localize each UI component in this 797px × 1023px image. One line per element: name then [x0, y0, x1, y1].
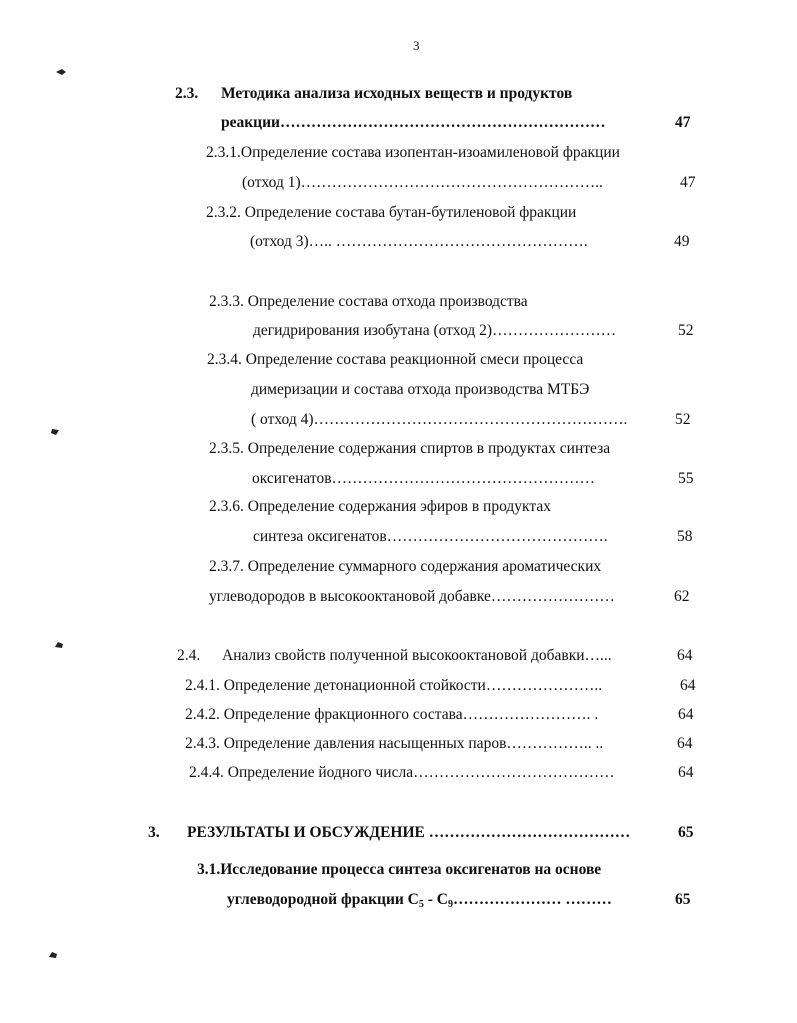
toc-entry-2-3-1-page: 47	[680, 174, 696, 191]
toc-entry-2-3-2-cont: (отход 3)….. ………………………………………….	[250, 233, 588, 250]
toc-entry-2-4-2-title: 2.4.2. Определение фракционного состава……………………. .	[185, 706, 599, 723]
toc-entry-2-3-4-title: 2.3.4. Определение состава реакционной смеси процесса	[207, 351, 584, 368]
toc-entry-2-3-7-cont: углеводородов в высокооктановой добавке……………………	[209, 588, 615, 605]
toc-entry-2-3-1-title: 2.3.1.Определение состава изопентан-изоамиленовой фракции	[206, 144, 620, 161]
toc-entry-3-1-dots: ………………… ………	[452, 891, 612, 908]
toc-entry-2-3-7-page: 62	[674, 588, 690, 605]
toc-entry-2-4-title: Анализ свойств полученной высокооктановой добавки…...	[222, 647, 612, 664]
toc-entry-2-4-4-page: 64	[678, 764, 694, 781]
toc-entry-2-3-title: Методика анализа исходных веществ и продуктов	[221, 85, 573, 102]
subscript-9: 9	[447, 899, 453, 910]
toc-entry-3-1-cont	[227, 890, 612, 910]
toc-entry-2-3-7-title: 2.3.7. Определение суммарного содержания ароматических	[209, 558, 602, 575]
margin-mark	[56, 68, 66, 76]
page-number: 3	[413, 38, 420, 53]
toc-entry-2-3-4-cont1: димеризации и состава отхода производства МТБЭ	[251, 381, 590, 398]
toc-entry-2-3-6-cont: синтеза оксигенатов…………………………………….	[253, 528, 608, 545]
toc-entry-3-1-page: 65	[675, 891, 691, 908]
toc-entry-2-3-5-title: 2.3.5. Определение содержания спиртов в продуктах синтеза	[209, 440, 611, 457]
toc-entry-2-3-3-cont: дегидрирования изобутана (отход 2)……………………	[253, 322, 617, 339]
toc-entry-3-page: 65	[678, 824, 694, 841]
toc-entry-2-3-3-title: 2.3.3. Определение состава отхода производства	[209, 293, 528, 310]
toc-entry-2-3-2-title: 2.3.2. Определение состава бутан-бутиленовой фракции	[206, 204, 577, 221]
subscript-5: 5	[418, 899, 424, 910]
toc-entry-2-4-page: 64	[677, 647, 693, 664]
margin-mark	[48, 951, 58, 959]
toc-entry-2-4-1-title: 2.4.1. Определение детонационной стойкости…………………..	[185, 677, 603, 694]
toc-entry-2-4-1-page: 64	[680, 677, 696, 694]
toc-entry-2-3-cont: реакции………………………………………………………	[221, 114, 606, 131]
toc-entry-2-3-number: 2.3.	[175, 85, 199, 102]
margin-mark	[50, 428, 60, 436]
toc-entry-2-3-6-title: 2.3.6. Определение содержания эфиров в продуктах	[209, 498, 551, 515]
toc-entry-2-3-2-page: 49	[674, 233, 690, 250]
toc-entry-2-4-3-title: 2.4.3. Определение давления насыщенных паров…………….. ..	[185, 735, 604, 752]
toc-entry-2-3-5-page: 55	[678, 470, 694, 487]
toc-entry-2-3-6-page: 58	[677, 528, 693, 545]
toc-entry-2-4-number: 2.4.	[177, 647, 201, 664]
toc-entry-3-1-title: 3.1.Исследование процесса синтеза оксигенатов на основе	[197, 861, 602, 878]
toc-entry-3-1-dash: - C	[423, 891, 448, 908]
toc-entry-2-3-page: 47	[675, 114, 691, 131]
toc-entry-3-1-cont-text: углеводородной фракции C	[227, 891, 419, 908]
margin-mark	[54, 641, 64, 649]
toc-entry-2-3-4-page: 52	[675, 411, 691, 428]
toc-entry-2-4-2-page: 64	[678, 706, 694, 723]
toc-entry-3-title: РЕЗУЛЬТАТЫ И ОБСУЖДЕНИЕ …………………………………	[187, 824, 631, 841]
toc-entry-2-4-3-page: 64	[677, 735, 693, 752]
toc-entry-2-3-5-cont: оксигенатов……………………………………………	[252, 470, 596, 487]
toc-entry-2-3-4-cont2: ( отход 4)…………………………………………………….	[251, 411, 628, 428]
toc-entry-3-number: 3.	[148, 824, 160, 841]
toc-entry-2-4-4-title: 2.4.4. Определение йодного числа…………………………………	[189, 764, 615, 781]
toc-entry-2-3-3-page: 52	[678, 322, 694, 339]
toc-entry-2-3-1-cont: (отход 1)…………………………………………………..	[242, 174, 603, 191]
